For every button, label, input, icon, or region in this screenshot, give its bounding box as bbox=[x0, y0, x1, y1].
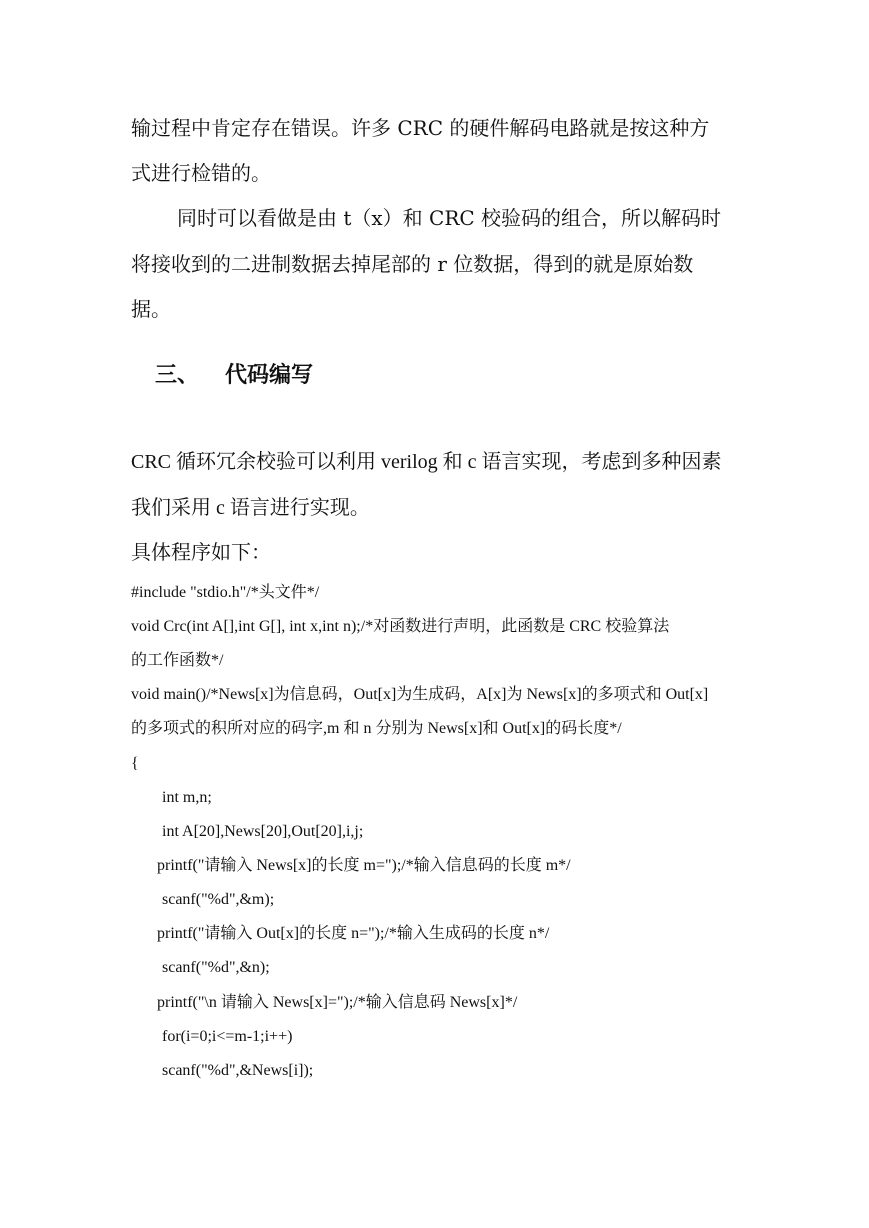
paragraph-line: 将接收到的二进制数据去掉尾部的 r 位数据，得到的就是原始数 bbox=[131, 252, 694, 276]
code-line: printf("请输入 Out[x]的长度 n=");/*输入生成码的长度 n*/ bbox=[157, 925, 550, 942]
intro-line: 我们采用 c 语言进行实现。 bbox=[131, 497, 370, 519]
intro-line: 具体程序如下： bbox=[131, 542, 271, 564]
code-line: printf("\n 请输入 News[x]=");/*输入信息码 News[x]*/ bbox=[157, 994, 518, 1011]
code-line: int m,n; bbox=[162, 789, 212, 806]
code-line: for(i=0;i<=m-1;i++) bbox=[162, 1028, 293, 1045]
code-line: 的多项式的积所对应的码字,m 和 n 分别为 News[x]和 Out[x]的码长度*/ bbox=[131, 720, 622, 737]
paragraph-line: 输过程中肯定存在错误。许多 CRC 的硬件解码电路就是按这种方 bbox=[131, 116, 710, 140]
paragraph-line: 式进行检错的。 bbox=[131, 161, 271, 185]
code-line: 的工作函数*/ bbox=[131, 652, 224, 669]
intro-line: CRC 循环冗余校验可以利用 verilog 和 c 语言实现，考虑到多种因素 bbox=[131, 451, 722, 473]
code-line: void Crc(int A[],int G[], int x,int n);/*对函数进行声明，此函数是 CRC 校验算法 bbox=[131, 618, 670, 635]
code-line: scanf("%d",&n); bbox=[162, 959, 270, 976]
section-heading bbox=[155, 356, 313, 396]
paragraph-line: 同时可以看做是由 t（x）和 CRC 校验码的组合，所以解码时 bbox=[177, 206, 722, 230]
code-line: int A[20],News[20],Out[20],i,j; bbox=[162, 823, 364, 840]
section-title: 代码编写 bbox=[225, 363, 314, 388]
code-line: printf("请输入 News[x]的长度 m=");/*输入信息码的长度 m*/ bbox=[157, 857, 571, 874]
code-line: scanf("%d",&m); bbox=[162, 891, 275, 908]
code-line: { bbox=[131, 755, 139, 772]
section-number: 三、 bbox=[155, 363, 200, 388]
code-line: void main()/*News[x]为信息码，Out[x]为生成码，A[x]为 News[x]的多项式和 Out[x] bbox=[131, 686, 709, 703]
code-line: #include "stdio.h"/*头文件*/ bbox=[131, 584, 320, 601]
code-line: scanf("%d",&News[i]); bbox=[162, 1062, 314, 1079]
paragraph-line: 据。 bbox=[131, 297, 171, 321]
